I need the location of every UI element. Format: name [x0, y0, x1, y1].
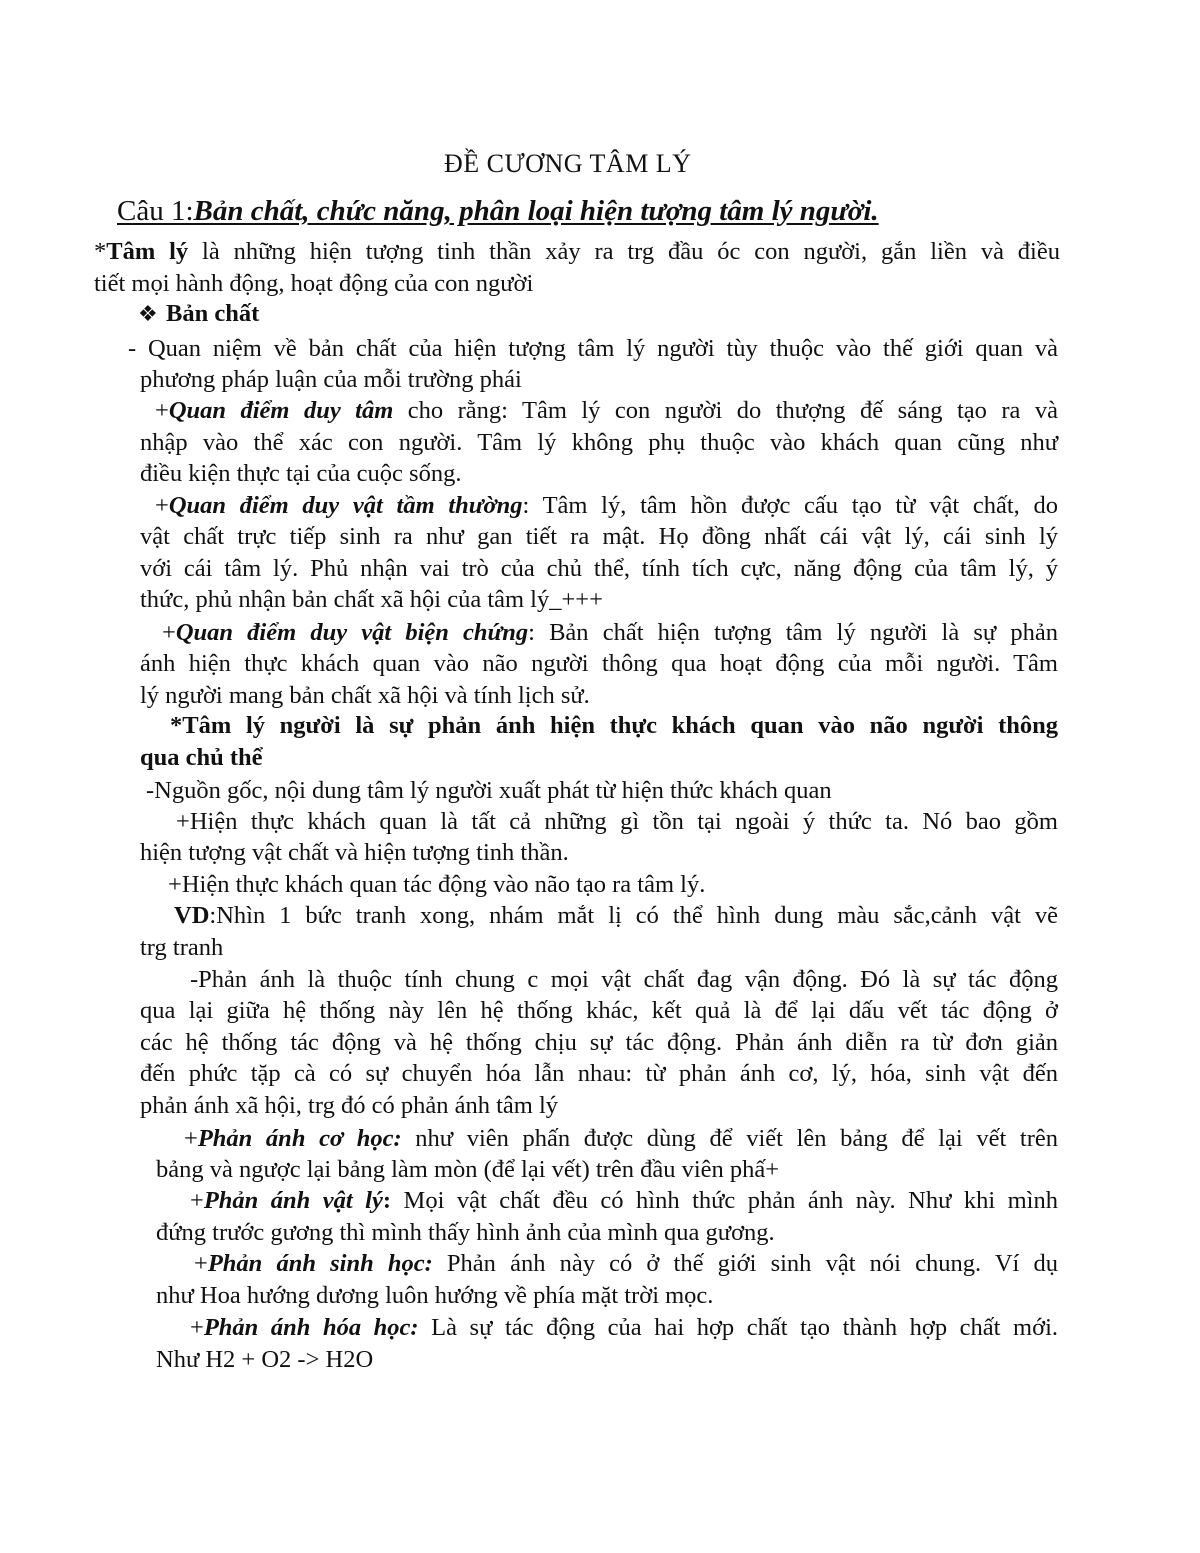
- paragraph-line: [155, 395, 1058, 426]
- definition-text: là những hiện tượng tinh thần xảy ra trg đầu óc con người, gắn liền và điều: [188, 238, 1060, 265]
- plus-marker: +: [162, 619, 176, 646]
- paragraph-text: Phản ánh này có ở thế giới sinh vật nói chung. Ví dụ: [432, 1250, 1058, 1277]
- example-label: VD: [174, 902, 210, 929]
- question-heading: [117, 196, 879, 227]
- paragraph-line: lý người mang bản chất xã hội và tính lịch sử.: [140, 682, 590, 709]
- paragraph-line: điều kiện thực tại của cuộc sống.: [140, 460, 462, 487]
- paragraph-line: -Nguồn gốc, nội dung tâm lý người xuất phát từ hiện thức khách quan: [146, 777, 832, 804]
- plus-marker: +: [190, 1187, 204, 1214]
- paragraph-line: ánh hiện thực khách quan vào não người thông qua hoạt động của mỗi người. Tâm: [140, 650, 1058, 677]
- paragraph-line: [155, 490, 1058, 521]
- paragraph-line: hiện tượng vật chất và hiện tượng tinh thần.: [140, 839, 569, 866]
- paragraph-text: như viên phấn được dùng để viết lên bảng để lại vết trên: [401, 1125, 1058, 1152]
- paragraph-line: vật chất trực tiếp sinh ra như gan tiết ra mật. Họ đồng nhất cái vật lý, cái sinh lý: [140, 523, 1058, 550]
- plus-marker: +: [184, 1125, 198, 1152]
- paragraph-line: với cái tâm lý. Phủ nhận vai trò của chủ thể, tính tích cực, năng động của tâm lý, ý: [140, 555, 1058, 582]
- definition-line-1: [94, 236, 1060, 267]
- diamond-bullet-icon: ❖: [138, 301, 158, 326]
- term-mechanical-reflection: Phản ánh cơ học:: [197, 1125, 402, 1152]
- term-dialectical-materialism: Quan điểm duy vật biện chứng: [175, 619, 529, 646]
- question-text: Bản chất, chức năng, phân loại hiện tượng tâm lý người.: [193, 195, 879, 227]
- paragraph-line: +Hiện thực khách quan là tất cả những gì tồn tại ngoài ý thức ta. Nó bao gồm: [176, 808, 1058, 835]
- paragraph-line: [190, 1312, 1058, 1343]
- plus-marker: +: [155, 492, 169, 519]
- term-vulgar-materialism: Quan điểm duy vật tầm thường: [168, 492, 523, 519]
- term-colon: :: [382, 1187, 392, 1214]
- paragraph-line: - Quan niệm về bản chất của hiện tượng tâm lý người tùy thuộc vào thế giới quan và: [128, 335, 1058, 362]
- paragraph-text: : Tâm lý, tâm hồn được cấu tạo từ vật chất, do: [522, 492, 1058, 519]
- paragraph-line: phương pháp luận của mỗi trường phái: [140, 366, 522, 393]
- section-label: Bản chất: [166, 300, 260, 327]
- paragraph-line: đứng trước gương thì mình thấy hình ảnh của mình qua gương.: [156, 1219, 775, 1246]
- paragraph-line: [194, 1248, 1058, 1279]
- definition-line-2: tiết mọi hành động, hoạt động của con người: [94, 270, 534, 297]
- paragraph-line: trg tranh: [140, 934, 224, 961]
- bold-statement-line: qua chủ thể: [140, 744, 263, 771]
- paragraph-line: [162, 617, 1058, 648]
- plus-marker: +: [194, 1250, 208, 1277]
- term-chemical-reflection: Phản ánh hóa học:: [203, 1314, 419, 1341]
- definition-star: *: [94, 238, 107, 265]
- paragraph-text: :Nhìn 1 bức tranh xong, nhám mắt lị có thể hình dung màu sắc,cảnh vật vẽ: [209, 902, 1058, 929]
- term-biological-reflection: Phản ánh sinh học:: [207, 1250, 433, 1277]
- paragraph-line: thức, phủ nhận bản chất xã hội của tâm lý_+++: [140, 586, 603, 613]
- paragraph-line: nhập vào thể xác con người. Tâm lý không phụ thuộc vào khách quan cũng như: [140, 429, 1058, 456]
- paragraph-line: như Hoa hướng dương luôn hướng về phía mặt trời mọc.: [156, 1282, 714, 1309]
- paragraph-text: Là sự tác động của hai hợp chất tạo thành hợp chất mới.: [418, 1314, 1058, 1341]
- paragraph-line: đến phức tặp cà có sự chuyển hóa lẫn nhau: từ phản ánh cơ, lý, hóa, sinh vật đến: [140, 1060, 1058, 1087]
- paragraph-text: cho rằng: Tâm lý con người do thượng đế sáng tạo ra và: [393, 397, 1058, 424]
- paragraph-line: [190, 1185, 1058, 1216]
- term-physical-reflection: Phản ánh vật lý: [203, 1187, 383, 1214]
- paragraph-line: [174, 900, 1058, 931]
- term-idealism: Quan điểm duy tâm: [168, 397, 394, 424]
- definition-term: Tâm lý: [106, 238, 189, 265]
- paragraph-line: +Hiện thực khách quan tác động vào não tạo ra tâm lý.: [168, 871, 706, 898]
- bold-statement-line: *Tâm lý người là sự phản ánh hiện thực khách quan vào não người thông: [170, 712, 1058, 739]
- paragraph-line: [184, 1123, 1058, 1154]
- paragraph-line: các hệ thống tác động và hệ thống chịu sự tác động. Phản ánh diễn ra từ đơn giản: [140, 1029, 1058, 1056]
- paragraph-line: -Phản ánh là thuộc tính chung c mọi vật chất đag vận động. Đó là sự tác động: [190, 966, 1058, 993]
- plus-marker: +: [190, 1314, 204, 1341]
- page-title: ĐỀ CƯƠNG TÂM LÝ: [444, 149, 692, 178]
- paragraph-line: Như H2 + O2 -> H2O: [156, 1346, 374, 1373]
- paragraph-text: Mọi vật chất đều có hình thức phản ánh này. Như khi mình: [391, 1187, 1058, 1214]
- paragraph-text: : Bản chất hiện tượng tâm lý người là sự phản: [528, 619, 1058, 646]
- section-heading: [138, 298, 259, 329]
- paragraph-line: bảng và ngược lại bảng làm mòn (để lại vết) trên đầu viên phấ+: [156, 1156, 780, 1183]
- paragraph-line: qua lại giữa hệ thống này lên hệ thống khác, kết quả là để lại dấu vết tác động ở: [140, 997, 1058, 1024]
- question-label: Câu 1:: [117, 195, 194, 227]
- plus-marker: +: [155, 397, 169, 424]
- paragraph-line: phản ánh xã hội, trg đó có phản ánh tâm lý: [140, 1092, 558, 1119]
